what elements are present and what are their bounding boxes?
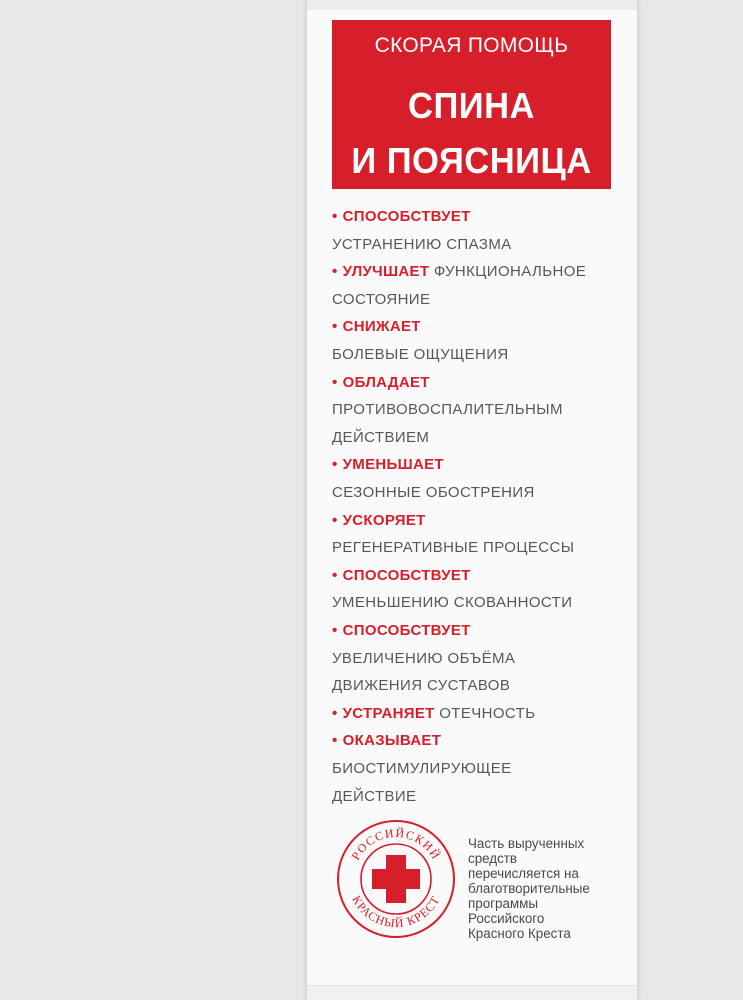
benefit-text: ФУНКЦИОНАЛЬНОЕ <box>433 263 587 281</box>
bullet-icon: • <box>332 511 338 529</box>
charity-note-line: программы <box>468 896 538 911</box>
benefit-item <box>332 208 471 225</box>
charity-note-line: Российского <box>468 911 545 926</box>
benefit-item <box>332 622 471 639</box>
red-cross-icon <box>372 855 420 903</box>
benefit-text: ДЕЙСТВИЕМ <box>332 428 430 446</box>
benefit-verb: ОБЛАДАЕТ <box>342 373 430 391</box>
bullet-icon: • <box>332 456 338 474</box>
benefit-item <box>332 263 586 280</box>
benefit-text: ДВИЖЕНИЯ СУСТАВОВ <box>332 677 511 695</box>
benefit-verb: СПОСОБСТВУЕТ <box>342 622 471 639</box>
benefit-item <box>332 567 471 584</box>
bullet-icon: • <box>332 622 338 639</box>
bullet-icon: • <box>332 263 338 281</box>
product-banner <box>332 20 611 189</box>
benefit-verb: УЛУЧШАЕТ <box>342 263 430 281</box>
benefit-text: СЕЗОННЫЕ ОБОСТРЕНИЯ <box>332 484 535 501</box>
benefit-item <box>332 732 441 749</box>
benefit-verb: СПОСОБСТВУЕТ <box>342 566 471 584</box>
box-bottom-edge <box>307 985 637 1000</box>
charity-note-line: Часть вырученных <box>468 836 585 851</box>
benefit-text: УВЕЛИЧЕНИЮ ОБЪЁМА <box>332 649 516 667</box>
benefit-text: СОСТОЯНИЕ <box>332 290 431 308</box>
banner-title-line2: И ПОЯСНИЦА <box>351 140 592 181</box>
bullet-icon: • <box>332 704 338 722</box>
benefit-text: ПРОТИВОВОСПАЛИТЕЛЬНЫМ <box>332 401 563 419</box>
benefit-item <box>332 456 444 473</box>
bullet-icon: • <box>332 566 338 584</box>
benefit-text: УСТРАНЕНИЮ СПАЗМА <box>332 235 512 253</box>
bullet-icon: • <box>332 373 338 391</box>
bullet-icon: • <box>332 732 338 750</box>
benefit-verb: СПОСОБСТВУЕТ <box>342 208 471 225</box>
benefit-verb: УСКОРЯЕТ <box>342 511 426 529</box>
benefit-text: ДЕЙСТВИЕ <box>332 787 417 805</box>
benefit-item <box>332 318 421 335</box>
benefit-item <box>332 705 535 722</box>
benefit-verb: УСТРАНЯЕТ <box>342 704 435 722</box>
red-cross-logo <box>334 817 458 941</box>
charity-note-line: средств <box>468 851 518 866</box>
bullet-icon: • <box>332 318 338 336</box>
bullet-icon: • <box>332 208 338 225</box>
logo-top-text: РОССИЙСКИЙ <box>348 825 444 863</box>
charity-note-line: Красного Креста <box>468 926 571 941</box>
benefit-item <box>332 512 426 529</box>
logo-bottom-text: КРАСНЫЙ КРЕСТ <box>349 893 443 931</box>
benefit-text: УМЕНЬШЕНИЮ СКОВАННОСТИ <box>332 594 573 612</box>
banner-subtitle: СКОРАЯ ПОМОЩЬ <box>374 34 569 57</box>
benefit-text: РЕГЕНЕРАТИВНЫЕ ПРОЦЕССЫ <box>332 539 575 557</box>
charity-note <box>468 836 628 941</box>
benefit-verb: СНИЖАЕТ <box>342 318 421 336</box>
benefit-verb: УМЕНЬШАЕТ <box>342 456 444 474</box>
benefit-item <box>332 374 430 391</box>
banner-title-line1: СПИНА <box>408 85 535 126</box>
box-top-edge <box>307 0 637 10</box>
benefit-text: БИОСТИМУЛИРУЮЩЕЕ <box>332 760 512 777</box>
charity-note-line: благотворительные <box>468 881 590 896</box>
benefit-text: ОТЕЧНОСТЬ <box>439 704 536 722</box>
benefit-verb: ОКАЗЫВАЕТ <box>342 732 442 750</box>
benefit-text: БОЛЕВЫЕ ОЩУЩЕНИЯ <box>332 346 509 363</box>
charity-note-line: перечисляется на <box>468 866 579 881</box>
